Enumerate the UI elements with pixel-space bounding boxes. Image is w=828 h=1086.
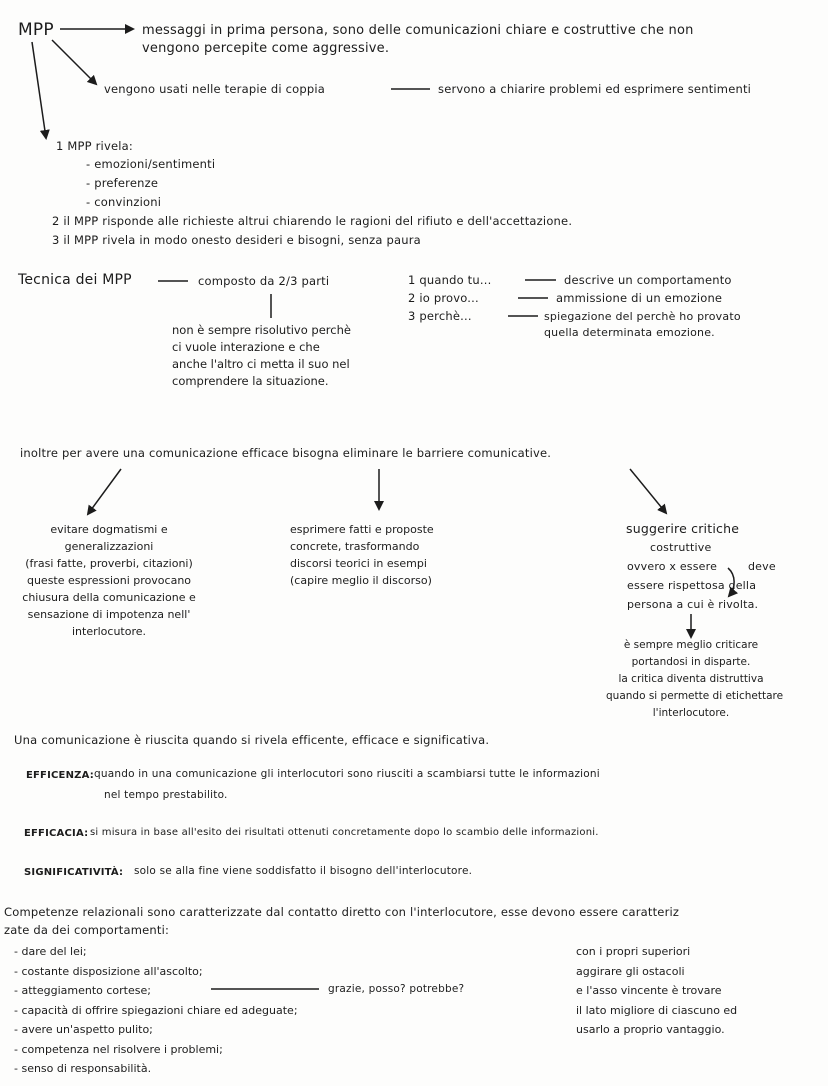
competenze-item: - avere un'aspetto pulito; [14, 1023, 153, 1036]
competenze-item: - dare del lei; [14, 945, 87, 958]
competenze-item: - capacità di offrire spiegazioni chiare ed adeguate; [14, 1003, 298, 1017]
barriere-left-line: evitare dogmatismi e [50, 523, 168, 536]
mpp-reveals-item: - preferenze [86, 176, 159, 190]
arrow-mpp-usage [52, 40, 96, 84]
barriere-left-line: sensazione di impotenza nell' [27, 608, 191, 621]
tecnica-note-line: non è sempre risolutivo perchè [172, 323, 351, 337]
tecnica-part-1-key: 1 quando tu... [408, 273, 492, 287]
arrow-barrier-left [88, 469, 121, 514]
competenze-list [14, 942, 298, 1079]
cortese-examples: grazie, posso? potrebbe? [328, 983, 465, 995]
tecnica-composed: composto da 2/3 parti [198, 274, 330, 288]
significativita-text: solo se alla fine viene soddisfatto il bisogno dell'interlocutore. [134, 865, 473, 877]
efficenza-text-2: nel tempo prestabilito. [104, 789, 228, 801]
tecnica-part-2-desc: ammissione di un emozione [556, 291, 723, 305]
tecnica-part-3-key: 3 perchè... [408, 309, 472, 323]
riuscita-intro: Una comunicazione è riuscita quando si rivela efficente, efficace e significativa. [14, 733, 490, 747]
mpp-usage-purpose: servono a chiarire problemi ed esprimere sentimenti [438, 82, 752, 96]
tecnica-part-3-desc: spiegazione del perchè ho provato [544, 310, 741, 323]
superiori-note [576, 942, 737, 1040]
mpp-reveals-item: - emozioni/sentimenti [86, 157, 216, 171]
barriere-middle [290, 521, 434, 589]
competenze-item: - senso di responsabilità. [14, 1062, 152, 1075]
superiori-line: aggirare gli ostacoli [576, 964, 685, 978]
competenze-item: - costante disposizione all'ascolto; [14, 964, 203, 978]
competenze-line-2: zate da dei comportamenti: [4, 923, 170, 937]
barriere-left-line: generalizzazioni [64, 540, 154, 553]
superiori-line: e l'asso vincente è trovare [576, 984, 722, 997]
competenze-line-1: Competenze relazionali sono caratterizzate dal contatto diretto con l'interlocutore, esse devono essere caratteriz [4, 905, 680, 919]
barriere-right-line: deve [748, 560, 776, 573]
barriere-right-bottom-line: l'interlocutore. [652, 707, 730, 719]
barriere-right-bottom-line: la critica diventa distruttiva [618, 673, 764, 685]
barriere-left [4, 521, 214, 640]
mpp-point-2: 2 il MPP risponde alle richieste altrui chiarendo le ragioni del rifiuto e dell'accettazione. [52, 214, 573, 228]
barriere-right-bottom-line: è sempre meglio criticare [623, 639, 759, 651]
mpp-usage: vengono usati nelle terapie di coppia [104, 82, 325, 96]
significativita-label: SIGNIFICATIVITÀ: [24, 867, 124, 878]
tecnica-part-1-desc: descrive un comportamento [564, 273, 732, 287]
barriere-left-line: queste espressioni provocano [26, 574, 192, 587]
tecnica-note-line: ci vuole interazione e che [172, 340, 320, 354]
barriere-right-title: suggerire critiche [626, 521, 740, 536]
efficacia-label: EFFICACIA: [24, 828, 89, 839]
tecnica-note-line: anche l'altro ci metta il suo nel [172, 357, 350, 371]
mpp-reveals-title: 1 MPP rivela: [56, 139, 133, 153]
barriere-intro: inoltre per avere una comunicazione efficace bisogna eliminare le barriere comunicative. [20, 446, 552, 460]
mpp-title: MPP [18, 20, 54, 40]
barriere-right-line: costruttive [650, 541, 712, 554]
mpp-reveals-item: - convinzioni [86, 195, 162, 209]
barriere-right-line: essere rispettosa della [627, 579, 757, 592]
tecnica-label: Tecnica dei MPP [18, 272, 132, 288]
efficenza-label: EFFICENZA: [26, 770, 94, 781]
barriere-left-line: (frasi fatte, proverbi, citazioni) [25, 557, 193, 570]
tecnica-part-3-desc-2: quella determinata emozione. [544, 326, 715, 339]
arrow-mpp-reveals [32, 42, 46, 138]
barriere-right-bottom [606, 637, 784, 722]
barriere-right-bottom-line: quando si permette di etichettare [606, 690, 784, 702]
superiori-line: con i propri superiori [576, 945, 691, 958]
competenze-item: - atteggiamento cortese; [14, 984, 151, 997]
barriere-left-line: interlocutore. [71, 625, 147, 638]
superiori-line: il lato migliore di ciascuno ed [576, 1003, 738, 1017]
efficacia-text: si misura in base all'esito dei risultati ottenuti concretamente dopo lo scambio delle informazioni. [90, 827, 599, 838]
efficenza-text: quando in una comunicazione gli interlocutori sono riusciti a scambiarsi tutte le informazioni [94, 768, 600, 780]
barriere-middle-line: (capire meglio il discorso) [290, 574, 432, 587]
tecnica-note [172, 322, 351, 390]
barriere-middle-line: discorsi teorici in esempi [290, 557, 427, 570]
barriere-right-bottom-line: portandosi in disparte. [631, 656, 751, 668]
barriere-right-line: ovvero x essere [627, 560, 718, 573]
barriere-left-line: chiusura della comunicazione e [22, 591, 196, 604]
tecnica-part-2-key: 2 io provo... [408, 291, 479, 305]
barriere-middle-line: concrete, trasformando [290, 540, 420, 553]
mpp-definition-line-1: messaggi in prima persona, sono delle comunicazioni chiare e costruttive che non [142, 23, 694, 38]
mpp-point-3: 3 il MPP rivela in modo onesto desideri e bisogni, senza paura [52, 233, 421, 247]
arrow-barrier-right [630, 469, 666, 513]
barriere-middle-line: esprimere fatti e proposte [290, 523, 434, 536]
tecnica-note-line: comprendere la situazione. [172, 374, 329, 388]
competenze-item: - competenza nel risolvere i problemi; [14, 1042, 223, 1056]
mpp-definition-line-2: vengono percepite come aggressive. [142, 41, 390, 56]
barriere-right-line: persona a cui è rivolta. [627, 598, 759, 611]
superiori-line: usarlo a proprio vantaggio. [576, 1023, 725, 1036]
